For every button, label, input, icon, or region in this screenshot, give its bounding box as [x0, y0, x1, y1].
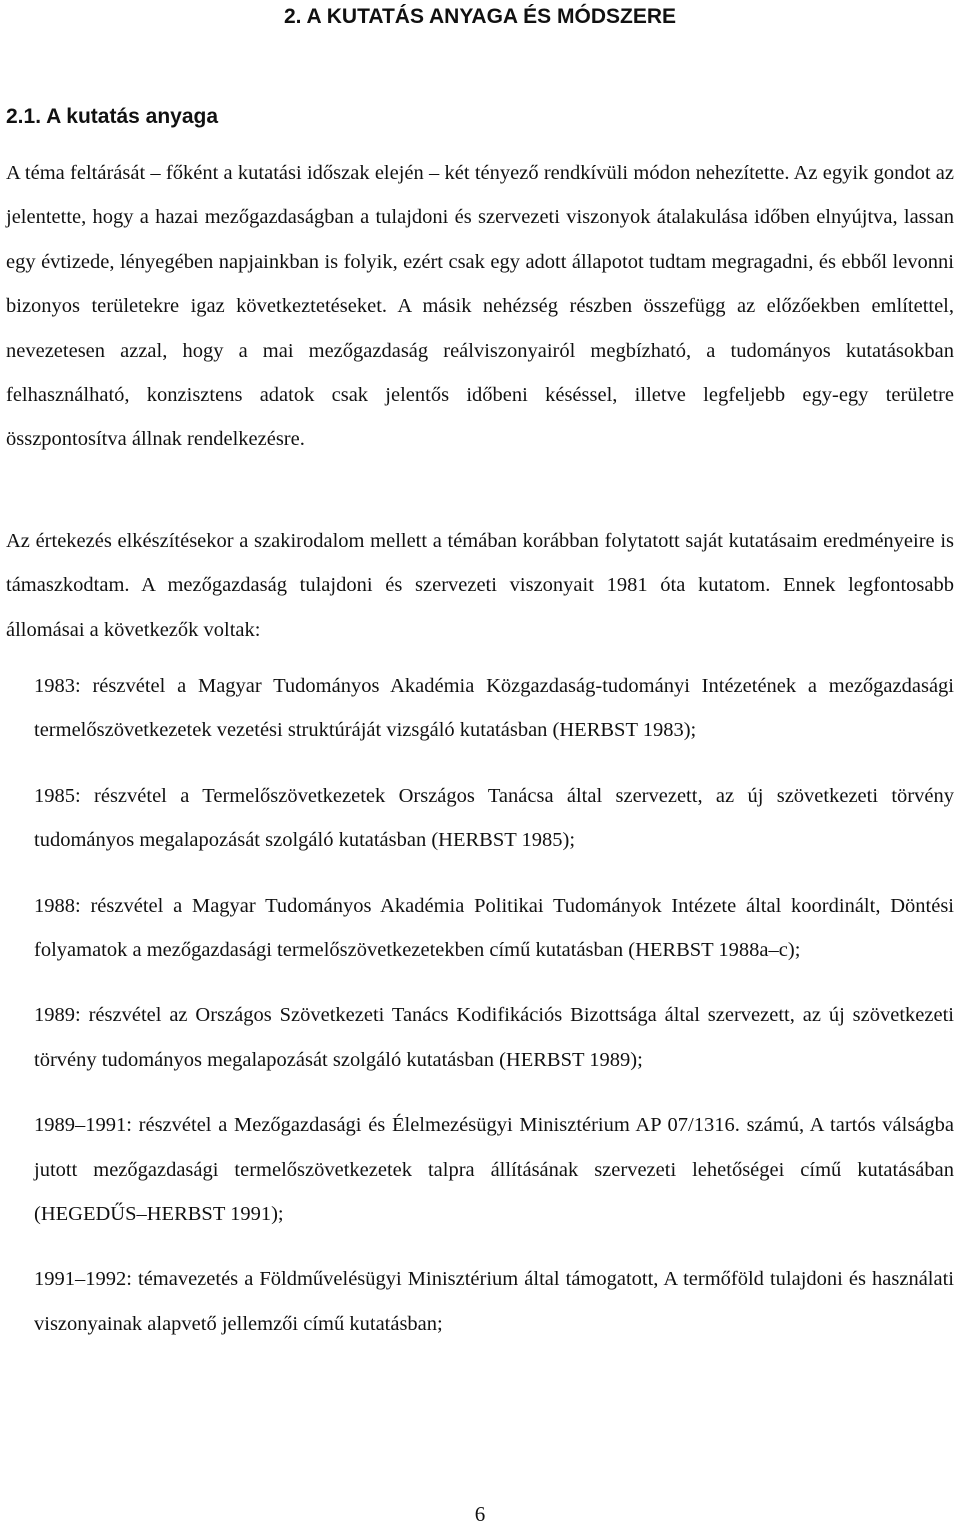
research-milestones-list: [34, 664, 954, 1367]
chapter-title: 2. A KUTATÁS ANYAGA ÉS MÓDSZERE: [283, 5, 677, 28]
section-title: 2.1. A kutatás anyaga: [6, 105, 219, 128]
body-paragraph: Az értekezés elkészítésekor a szakirodalom mellett a témában korábban folytatott saját kutatásaim eredményeire is támaszkodtam. A mezőgazdaság tulajdoni és szervezeti viszonyait 1981 óta kutatom. Ennek legfontosabb állomásai a következők voltak:: [6, 530, 954, 641]
list-item: 1985: részvétel a Termelőszövetkezetek Országos Tanácsa által szervezett, az új szövetkezeti törvény tudományos megalapozását szolgáló kutatásban (HERBST 1985);: [34, 784, 954, 852]
list-item: 1991–1992: témavezetés a Földművelésügyi Minisztérium által támogatott, A termőföld tulajdoni és használati viszonyainak alapvető jellemzői című kutatásban;: [34, 1268, 954, 1335]
page-number: 6: [474, 1502, 486, 1526]
list-item: 1988: részvétel a Magyar Tudományos Akadémia Politikai Tudományok Intézete által koordinált, Döntési folyamatok a mezőgazdasági termelőszövetkezetekben című kutatásban (HERBST 1988a–c);: [34, 894, 954, 962]
list-item: 1989: részvétel az Országos Szövetkezeti Tanács Kodifikációs Bizottsága által szervezett, az új szövetkezeti törvény tudományos megalapozását szolgáló kutatásban (HERBST 1989);: [34, 1004, 954, 1071]
list-item: 1989–1991: részvétel a Mezőgazdasági és Élelmezésügyi Minisztérium AP 07/1316. számú, A tartós válságba jutott mezőgazdasági termelőszövetkezetek talpra állításának szervezeti lehetőségei című kutatásában (HEGEDŰS–HERBST 1991);: [34, 1114, 954, 1226]
body-paragraph: A téma feltárását – főként a kutatási időszak elején – két tényező rendkívüli módon nehezítette. Az egyik gondot az jelentette, hogy a hazai mezőgazdaságban a tulajdoni és szervezeti viszonyok átalakulása időben elnyújtva, lassan egy évtizede, lényegében napjainkban is folyik, ezért csak egy adott állapotot tudtam megragadni, és ebből levonni bizonyos területekre igaz következtetéseket. A másik nehézség részben összefügg az előzőekben említettel, nevezetesen azzal, hogy a mai mezőgazdaság reálviszonyairól megbízható, a tudományos kutatásokban felhasználható, konzisztens adatok csak jelentős időbeni késéssel, illetve legfeljebb egy-egy területre összpontosítva állnak rendelkezésre.: [6, 162, 954, 451]
list-item: 1983: részvétel a Magyar Tudományos Akadémia Közgazdaság-tudományi Intézetének a mezőgazdasági termelőszövetkezetek vezetési struktúráját vizsgáló kutatásban (HERBST 1983);: [34, 675, 954, 742]
